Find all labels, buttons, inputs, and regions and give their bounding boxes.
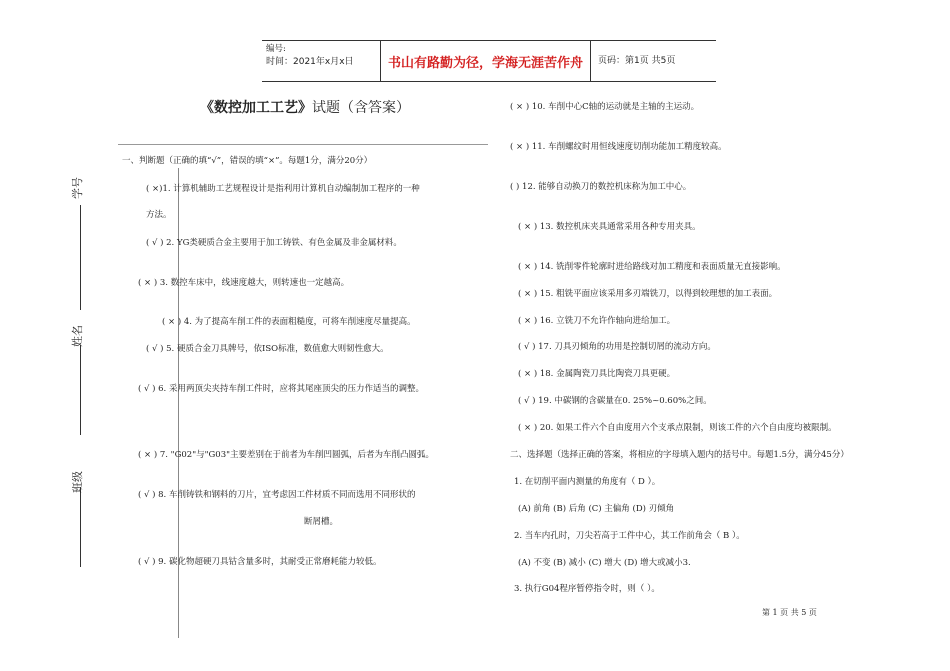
- question-item: ( √ ) 6. 采用两顶尖夹持车削工件时，应将其尾座顶尖的压力作适当的调整。: [138, 384, 424, 394]
- question-item: ( × ) 15. 粗铣平面应该采用多刃端铣刀，以得到较理想的加工表面。: [518, 289, 778, 299]
- question-item: 2. 当车内孔时，刀尖若高于工件中心，其工作前角会（ B ）。: [514, 531, 745, 541]
- question-item: ( √ ) 17. 刀具刃倾角的功用是控制切屑的流动方向。: [518, 342, 716, 352]
- question-item: ( √ ) 8. 车削铸铁和钢料的刀片，宜考虑因工件材质不同而选用不同形状的: [138, 490, 416, 500]
- question-item: ( × ) 16. 立铣刀不允许作轴向进给加工。: [518, 316, 676, 326]
- header-page-info: 页码：第1页 共5页: [598, 56, 676, 66]
- option-row: (A) 前角 (B) 后角 (C) 主偏角 (D) 刃倾角: [518, 504, 675, 514]
- header-motto: 书山有路勤为径，学海无涯苦作舟: [388, 56, 584, 71]
- question-item: ( × ) 13. 数控机床夹具通常采用各种专用夹具。: [518, 222, 701, 232]
- question-item: ( × ) 4. 为了提高车削工件的表面粗糙度，可将车削速度尽量提高。: [162, 317, 416, 327]
- question-item: ( × ) 18. 金属陶瓷刀具比陶瓷刀具更硬。: [518, 369, 676, 379]
- section1-heading: 一、判断题（正确的填“√”，错误的填“×”。每题1分，满分20分）: [122, 156, 373, 166]
- question-item: 3. 执行G04程序暂停指令时，则（ ）。: [514, 584, 660, 594]
- name-label: 姓名: [71, 325, 84, 347]
- class-line: [80, 487, 81, 567]
- page-title: [200, 97, 410, 117]
- section-divider: [118, 144, 488, 145]
- header-divider: [590, 41, 591, 81]
- page-footer: 第 1 页 共 5 页: [762, 608, 817, 617]
- question-item: ( × ) 20. 如果工件六个自由度用六个支承点限制，则该工件的六个自由度均被限制。: [518, 423, 837, 433]
- page-title-bold: 《数控加工工艺》: [200, 100, 312, 116]
- question-item: ( √ ) 19. 中碳钢的含碳量在0. 25%~0.60%之间。: [518, 396, 712, 406]
- question-item: ( ) 12. 能够自动换刀的数控机床称为加工中心。: [510, 182, 692, 192]
- option-row: (A) 不变 (B) 减小 (C) 增大 (D) 增大或减小3.: [518, 558, 691, 568]
- question-item: 断屑槽。: [304, 517, 339, 527]
- header-number-label: 编号:: [266, 44, 286, 54]
- question-item: ( √ ) 9. 碳化物超硬刀具钴含量多时，其耐受正常磨耗能力较低。: [138, 557, 382, 567]
- question-item: ( × ) 3. 数控车床中，线速度越大，则转速也一定越高。: [138, 278, 350, 288]
- student-id-label: 学号: [71, 177, 84, 199]
- question-item: ( × ) 11. 车削螺纹时用恒线速度切削功能加工精度较高。: [510, 142, 727, 152]
- question-item: 方法。: [146, 210, 172, 220]
- question-item: ( ×)1. 计算机辅助工艺规程设计是指利用计算机自动编制加工程序的一种: [146, 184, 420, 194]
- section2-heading: 二、选择题（选择正确的答案，将相应的字母填入题内的括号中。每题1.5分，满分45分）: [510, 450, 849, 460]
- header-date: 时间：2021年x月x日: [266, 57, 354, 67]
- question-item: ( × ) 14. 铣削零件轮廓时进给路线对加工精度和表面质量无直接影响。: [518, 262, 786, 272]
- question-item: ( √ ) 2. YG类硬质合金主要用于加工铸铁、有色金属及非金属材料。: [146, 238, 402, 248]
- question-item: ( × ) 7. "G02"与"G03"主要差别在于前者为车削凹圆弧，后者为车削凸圆弧。: [138, 450, 435, 460]
- page-title-rest: 试题（含答案）: [312, 100, 410, 116]
- class-label: 班级: [71, 471, 84, 493]
- name-line: [80, 345, 81, 435]
- question-item: ( × ) 10. 车削中心C轴的运动就是主轴的主运动。: [510, 102, 700, 112]
- question-item: ( √ ) 5. 硬质合金刀具牌号，依ISO标准，数值愈大则韧性愈大。: [146, 344, 389, 354]
- student-id-line: [80, 205, 81, 310]
- question-item: 1. 在切削平面内测量的角度有（ D ）。: [514, 477, 661, 487]
- header-divider: [380, 41, 381, 81]
